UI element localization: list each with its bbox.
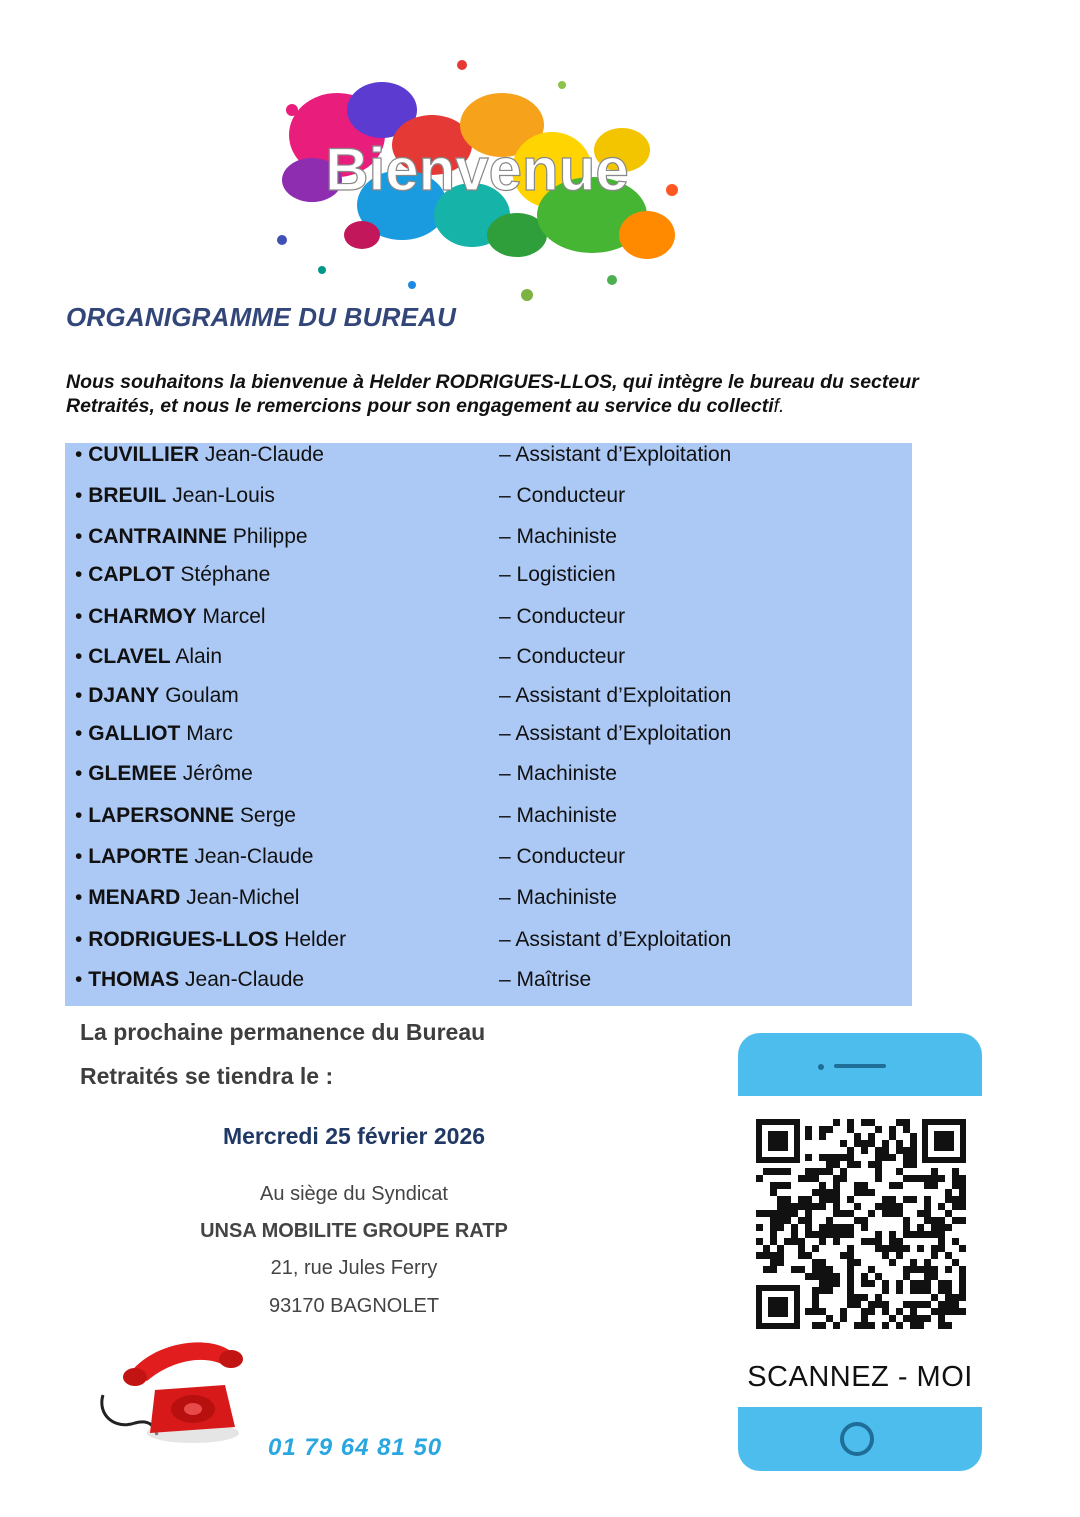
member-name: • CAPLOT Stéphane [75,563,271,586]
phone-number[interactable]: 01 79 64 81 50 [268,1434,443,1461]
member-role: – Conducteur [499,845,626,868]
intro-paragraph [66,370,966,418]
member-last-name: CUVILLIER [88,443,200,466]
qr-code[interactable] [756,1119,966,1329]
member-last-name: CHARMOY [88,605,197,628]
member-first-name: Jean-Michel [186,886,300,909]
member-row [75,682,905,710]
member-name: • GALLIOT Marc [75,722,233,745]
member-role: – Logisticien [499,563,616,586]
member-row [75,643,905,671]
permanence-line-1: La prochaine permanence du Bureau [80,1019,486,1045]
bienvenue-logo [262,40,692,320]
member-role: – Conducteur [499,645,626,668]
member-row [75,482,905,510]
member-row [75,926,905,954]
member-last-name: GALLIOT [88,722,181,745]
member-role: – Machiniste [499,804,617,827]
address-line: Au siège du Syndicat [260,1183,448,1205]
member-row [75,561,905,589]
member-name: • LAPORTE Jean-Claude [75,845,314,868]
member-name: • CANTRAINNE Philippe [75,525,308,548]
telephone-icon [95,1335,245,1445]
member-name: • MENARD Jean-Michel [75,886,300,909]
member-role: – Machiniste [499,525,617,548]
member-name: • CLAVEL Alain [75,645,223,668]
member-first-name: Jean-Claude [185,968,305,991]
member-role: – Machiniste [499,886,617,909]
member-first-name: Stéphane [180,563,271,586]
member-role: – Conducteur [499,484,626,507]
member-row [75,884,905,912]
member-last-name: RODRIGUES-LLOS [88,928,279,951]
member-name: • RODRIGUES-LLOS Helder [75,928,347,951]
member-row [75,802,905,830]
member-name: • LAPERSONNE Serge [75,804,296,827]
member-first-name: Jean-Louis [172,484,275,507]
member-role: – Assistant d’Exploitation [499,684,732,707]
member-last-name: CLAVEL [88,645,171,668]
member-first-name: Jean-Claude [194,845,314,868]
intro-text-end: f. [773,395,785,417]
member-name: • THOMAS Jean-Claude [75,968,305,991]
member-row [75,720,905,748]
member-role: – Conducteur [499,605,626,628]
member-role: – Assistant d’Exploitation [499,722,732,745]
intro-text: Nous souhaitons la bienvenue à Helder RODRIGUES-LLOS, qui intègre le bureau du secteur Retraités, et nous le remercions pour son engagement au service du collecti [66,371,919,417]
member-row [75,760,905,788]
member-row [75,966,905,994]
member-last-name: THOMAS [88,968,180,991]
member-last-name: CAPLOT [88,563,175,586]
address-line: UNSA MOBILITE GROUPE RATP [200,1220,508,1242]
member-first-name: Philippe [232,525,308,548]
member-row [75,441,905,469]
member-first-name: Marcel [202,605,266,628]
logo-text: Bienvenue [325,136,629,203]
page-title: ORGANIGRAMME DU BUREAU [66,302,457,332]
mobile-qr-mockup [738,1033,982,1471]
member-role: – Assistant d’Exploitation [499,928,732,951]
member-role: – Assistant d’Exploitation [499,443,732,466]
members-list [65,443,912,1006]
member-first-name: Alain [175,645,223,668]
member-first-name: Marc [186,722,233,745]
address-line: 93170 BAGNOLET [268,1295,440,1317]
member-last-name: CANTRAINNE [88,525,228,548]
mobile-top-bar [738,1033,982,1096]
member-name: • CUVILLIER Jean-Claude [75,443,324,466]
address-line: 21, rue Jules Ferry [270,1257,438,1279]
member-first-name: Serge [239,804,296,827]
member-row [75,603,905,631]
member-name: • BREUIL Jean-Louis [75,484,275,507]
member-last-name: MENARD [88,886,181,909]
mobile-bottom-bar [738,1407,982,1471]
member-first-name: Jérôme [182,762,253,785]
member-row [75,843,905,871]
camera-icon [818,1064,824,1070]
paint-splash-graphic [262,40,692,320]
member-last-name: LAPORTE [88,845,189,868]
home-button-icon [840,1422,874,1456]
member-first-name: Jean-Claude [204,443,324,466]
member-name: • CHARMOY Marcel [75,605,266,628]
member-role: – Maîtrise [499,968,592,991]
member-role: – Machiniste [499,762,617,785]
member-last-name: BREUIL [88,484,167,507]
member-row [75,523,905,551]
member-name: • DJANY Goulam [75,684,239,707]
member-first-name: Helder [284,928,347,951]
permanence-line-2: Retraités se tiendra le : [80,1063,334,1089]
member-name: • GLEMEE Jérôme [75,762,253,785]
member-first-name: Goulam [165,684,239,707]
member-last-name: GLEMEE [88,762,177,785]
member-last-name: LAPERSONNE [88,804,235,827]
permanence-date: Mercredi 25 février 2026 [222,1123,486,1149]
scan-me-label: SCANNEZ - MOI [747,1361,973,1393]
speaker-icon [834,1064,886,1068]
member-last-name: DJANY [88,684,160,707]
